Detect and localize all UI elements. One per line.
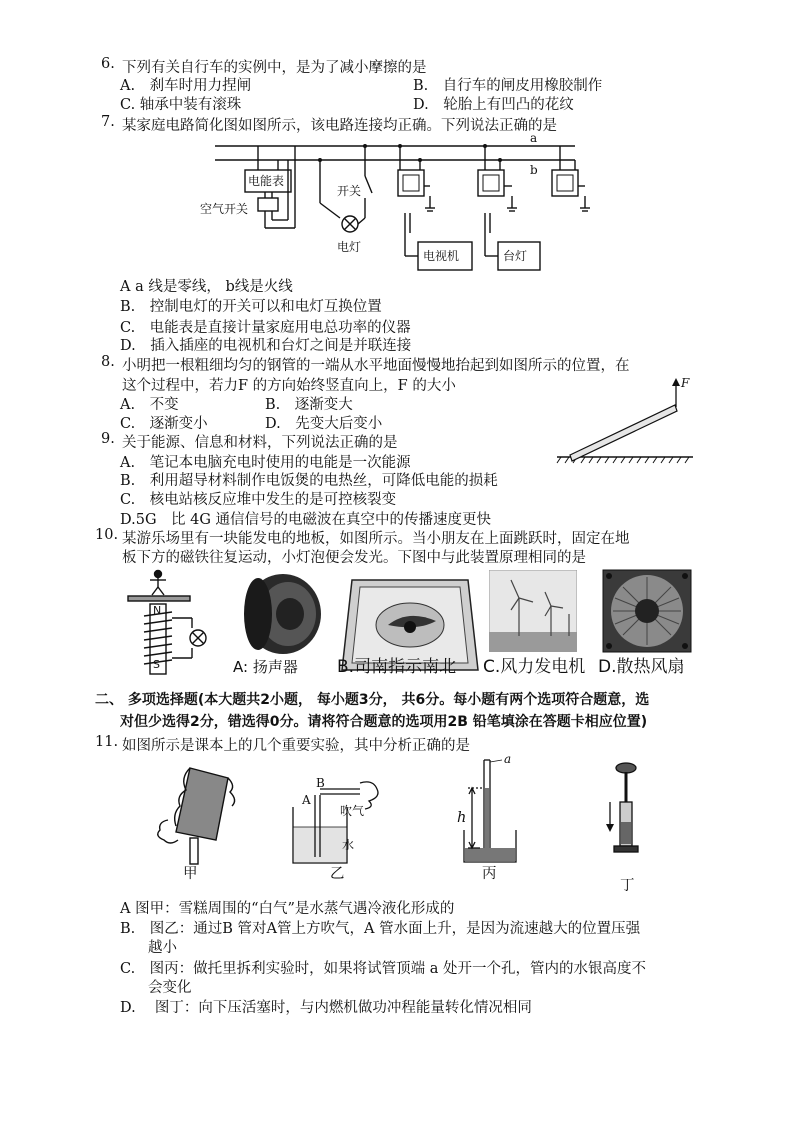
point-a-label: a [504, 752, 512, 766]
desk-lamp-label: 台灯 [503, 249, 528, 263]
speaker-image [228, 570, 328, 658]
lamp-label: 电灯 [337, 240, 362, 254]
q11-option-a: A 图甲：雪糕周围的“白气”是水蒸气遇冷液化形成的 [120, 901, 455, 917]
q6-option-c: C. 轴承中装有滚珠 [120, 97, 242, 113]
q6-option-b: B. 自行车的闸皮用橡胶制作 [413, 78, 603, 94]
magnet-n-label: N [153, 604, 162, 617]
q10-stem-line2: 板下方的磁铁往复运动，小灯泡便会发光。下图中与此装置原理相同的是 [122, 550, 586, 566]
wire-b-label: b [530, 163, 538, 177]
figure-jia-label: 甲 [183, 866, 198, 882]
q8-option-c: C. 逐渐变小 [120, 416, 208, 432]
air-switch-label: 空气开关 [200, 202, 249, 216]
height-h-label: h [457, 810, 467, 826]
q8-stem-line2: 这个过程中，若力F 的方向始终竖直向上，F 的大小 [122, 378, 456, 394]
q9-number: 9. [101, 431, 115, 447]
q8-option-d: D. 先变大后变小 [265, 416, 383, 432]
q10-number: 10. [95, 527, 119, 543]
figure-bing-label: 丙 [482, 866, 497, 882]
q8-number: 8. [101, 354, 115, 370]
q11-stem: 如图所示是课本上的几个重要实验，其中分析正确的是 [122, 738, 470, 754]
q10-option-b: B.司南指示南北 [337, 657, 457, 677]
q8-option-a: A. 不变 [120, 397, 179, 413]
cooling-fan-image [601, 568, 693, 654]
steel-pipe-lever-figure [555, 375, 695, 465]
blowing-tube-figure [285, 775, 385, 867]
tv-label: 电视机 [423, 249, 460, 263]
q9-option-c: C. 核电站核反应堆中发生的是可控核裂变 [120, 492, 397, 508]
q11-option-d: D. 图丁：向下压活塞时，与内燃机做功冲程能量转化情况相同 [120, 1000, 532, 1016]
q10-option-d: D.散热风扇 [598, 657, 685, 677]
piston-cylinder-figure [600, 762, 650, 870]
section-2-heading-line1: 二、 多项选择题(本大题共2小题， 每小题3分， 共6分。每小题有两个选项符合题意，选 [95, 692, 650, 708]
force-f-label: F [681, 376, 690, 390]
q9-stem: 关于能源、信息和材料，下列说法正确的是 [122, 435, 398, 451]
electric-meter-label: 电能表 [248, 174, 285, 188]
q11-number: 11. [95, 734, 119, 750]
q9-option-d: D.5G 比 4G 通信信号的电磁波在真空中的传播速度更快 [120, 512, 492, 528]
q6-option-d: D. 轮胎上有凹凸的花纹 [413, 97, 574, 113]
wind-turbine-image [489, 570, 577, 652]
tube-a-label: A [302, 793, 311, 807]
q7-option-c: C. 电能表是直接计量家庭用电总功率的仪器 [120, 320, 411, 336]
q10-option-c: C.风力发电机 [483, 657, 586, 677]
q6-option-a: A. 刹车时用力捏闸 [120, 78, 252, 94]
q10-stem-line1: 某游乐场里有一块能发电的地板，如图所示。当小朋友在上面跳跃时，固定在地 [122, 531, 630, 547]
q10-option-a: A: 扬声器 [233, 658, 298, 676]
q9-option-b: B. 利用超导材料制作电饭煲的电热丝，可降低电能的损耗 [120, 473, 498, 489]
q8-option-b: B. 逐渐变大 [265, 397, 353, 413]
q6-number: 6. [101, 56, 115, 72]
magnet-s-label: S [153, 658, 160, 671]
blow-label: 吹气 [340, 804, 365, 818]
figure-ding-label: 丁 [620, 878, 635, 894]
q9-option-a: A. 笔记本电脑充电时使用的电能是一次能源 [120, 455, 411, 471]
water-label: 水 [342, 838, 355, 852]
wire-a-label: a [530, 131, 538, 145]
q7-stem: 某家庭电路简化图如图所示，该电路连接均正确。下列说法正确的是 [122, 118, 557, 134]
switch-label: 开关 [337, 184, 362, 198]
q7-option-d: D. 插入插座的电视机和台灯之间是并联连接 [120, 338, 412, 354]
q11-option-c-line1: C. 图丙：做托里拆利实验时，如果将试管顶端 a 处开一个孔，管内的水银高度不 [120, 961, 647, 977]
q7-option-b: B. 控制电灯的开关可以和电灯互换位置 [120, 299, 382, 315]
q11-option-b-line2: 越小 [148, 940, 177, 956]
q6-stem: 下列有关自行车的实例中，是为了减小摩擦的是 [122, 60, 427, 76]
q7-option-a: A a 线是零线， b线是火线 [120, 279, 293, 295]
household-circuit-diagram [200, 138, 610, 273]
section-2-heading-line2: 对但少选得2分，错选得0分。请将符合题意的选项用2B 铅笔填涂在答题卡相应位置) [120, 714, 648, 730]
q11-option-c-line2: 会变化 [148, 980, 192, 996]
q11-option-b-line1: B. 图乙：通过B 管对A管上方吹气，A 管水面上升，是因为流速越大的位置压强 [120, 921, 641, 937]
tube-b-label: B [316, 776, 325, 790]
q7-number: 7. [101, 114, 115, 130]
popsicle-figure [150, 760, 240, 870]
q8-stem-line1: 小明把一根粗细均匀的钢管的一端从水平地面慢慢地抬起到如图所示的位置，在 [122, 358, 630, 374]
figure-yi-label: 乙 [330, 866, 345, 882]
power-floor-figure [120, 568, 220, 678]
